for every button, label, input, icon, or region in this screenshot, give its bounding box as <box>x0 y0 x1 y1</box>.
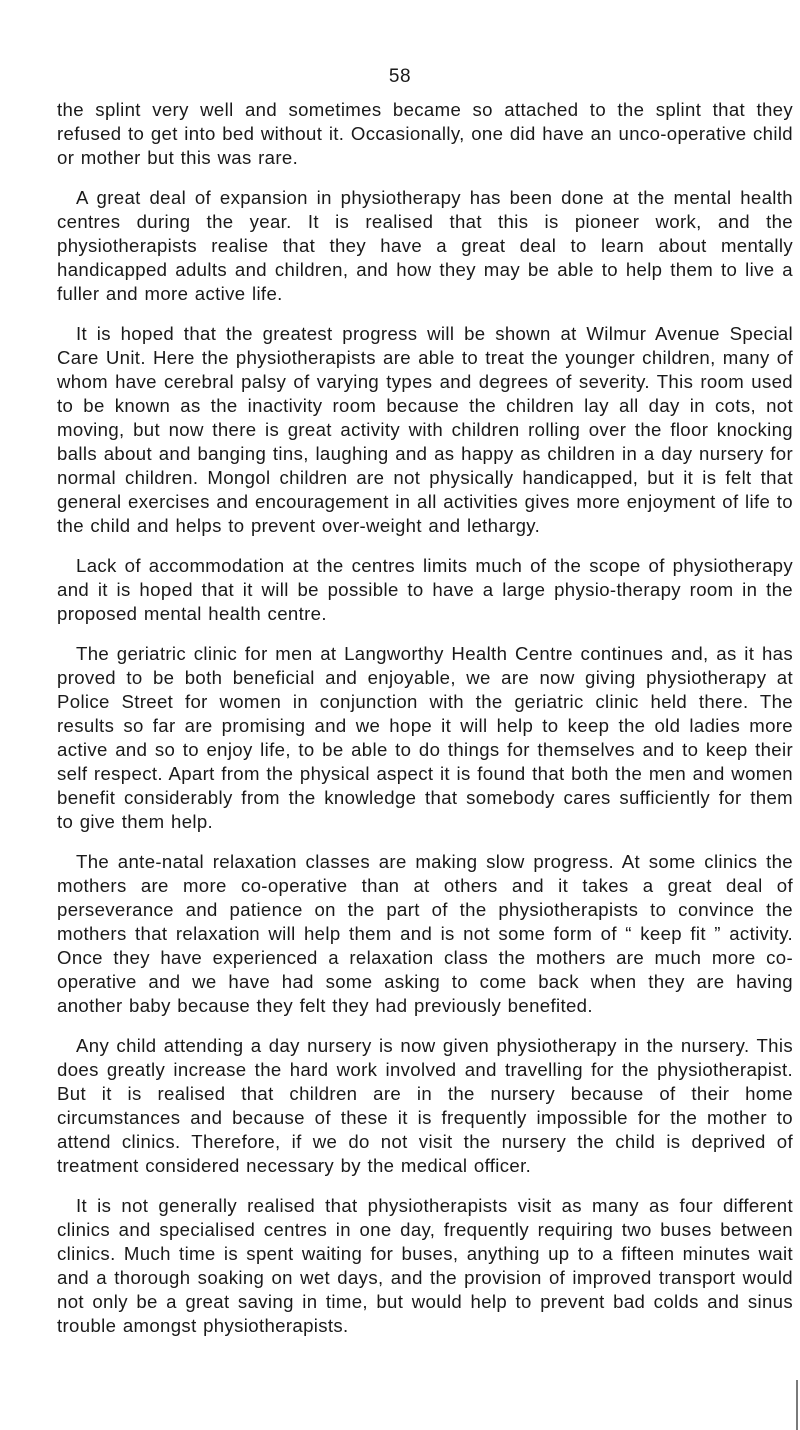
paragraph-geriatric-clinic: The geriatric clinic for men at Langworthy Health Centre continues and, as it has proved to be both beneficial and enjoyable, we are now giving physiotherapy at Police Street for women in conjunction with the geriatric clinic held there. The results so far are promising and we hope it will help to keep the old ladies more active and so to enjoy life, to be able to do things for themselves and to keep their self respect. Apart from the physical aspect it is found that both the men and women benefit considerably from the knowledge that somebody cares sufficiently for them to give them help. <box>57 643 793 832</box>
paragraph-ante-natal-classes: The ante-natal relaxation classes are making slow progress. At some clinics the mothers are more co-operative than at others and it takes a great deal of perseverance and patience on the part of the physiotherapists to convince the mothers that relaxation will help them and is not some form of “ keep fit ” activity. Once they have experienced a relaxation class the mothers are much more co-operative and we have had some asking to come back when they are having another baby because they felt they had previously benefited. <box>57 851 793 1016</box>
paragraph-day-nursery: Any child attending a day nursery is now given physiotherapy in the nursery. This does greatly increase the hard work involved and travelling for the physiotherapist. But it is realised that children are in the nursery because of their home circumstances and because of these it is frequently impossible for the mother to attend clinics. Therefore, if we do not visit the nursery the child is deprived of treatment considered necessary by the medical officer. <box>57 1035 793 1176</box>
paragraph-accommodation: Lack of accommodation at the centres limits much of the scope of physiotherapy and it is hoped that it will be possible to have a large physio-therapy room in the proposed mental health centre. <box>57 555 793 624</box>
paragraph-transport: It is not generally realised that physiotherapists visit as many as four different clinics and specialised centres in one day, frequently requiring two buses between clinics. Much time is spent waiting for buses, anything up to a fifteen minutes wait and a thorough soaking on wet days, and the provision of improved transport would not only be a great saving in time, but would help to prevent bad colds and sinus trouble amongst physiotherapists. <box>57 1195 793 1336</box>
paragraph-special-care-unit: It is hoped that the greatest progress will be shown at Wilmur Avenue Special Care Unit. Here the physiotherapists are able to treat the younger children, many of whom have cerebral palsy of varying types and degrees of severity. This room used to be known as the inactivity room because the children lay all day in cots, not moving, but now there is great activity with children rolling over the floor knocking balls about and banging tins, laughing and as happy as children in a day nursery for normal children. Mongol children are not physically handicapped, but it is felt that general exercises and encouragement in all activities gives more enjoyment of life to the child and helps to prevent over-weight and lethargy. <box>57 323 793 536</box>
paragraph-splint: the splint very well and sometimes became so attached to the splint that they refused to get into bed without it. Occasionally, one did have an unco-operative child or mother but this was rare. <box>57 99 793 168</box>
page-number: 58 <box>388 66 412 87</box>
paragraph-mental-health-centres: A great deal of expansion in physiotherapy has been done at the mental health centres during the year. It is realised that this is pioneer work, and the physiotherapists realise that they have a great deal to learn about mentally handicapped adults and children, and how they may be able to help them to live a fuller and more active life. <box>57 187 793 304</box>
page-edge-mark <box>796 1380 798 1430</box>
body-text <box>57 98 793 1354</box>
